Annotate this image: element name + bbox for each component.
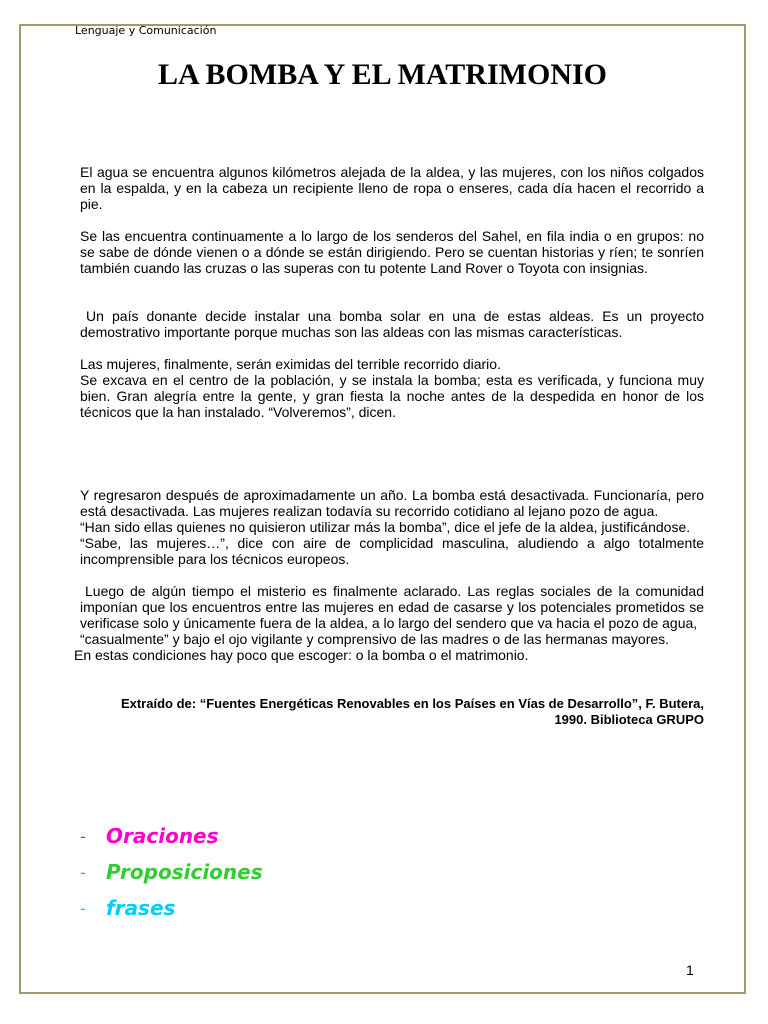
bullet-dash: -	[80, 898, 86, 918]
paragraph-text: “casualmente” y bajo el ojo vigilante y comprensivo de las madres o de las hermanas mayores.	[80, 631, 670, 647]
document-title: LA BOMBA Y EL MATRIMONIO	[158, 58, 607, 91]
bullet-proposiciones	[80, 854, 263, 890]
source-citation: Extraído de: “Fuentes Energéticas Renovables en los Países en Vías de Desarrollo”, F. Butera, 1990. Biblioteca GRUPO	[120, 696, 704, 727]
bullet-dash: -	[80, 826, 86, 846]
paragraph-text: “Sabe, las mujeres…”, dice con aire de complicidad masculina, aludiendo a algo totalmente incomprensible para los técnicos europeos.	[80, 535, 704, 567]
paragraph-text: El agua se encuentra algunos kilómetros alejada de la aldea, y las mujeres, con los niños colgados en la espalda, y en la cabeza un recipiente lleno de ropa o enseres, cada día hacen el recorrido a pie.	[80, 164, 704, 212]
paragraph-text: Las mujeres, finalmente, serán eximidas del terrible recorrido diario.	[80, 356, 501, 372]
paragraph-5	[80, 487, 704, 567]
header-subject: Lenguaje y Comunicación	[75, 24, 217, 37]
paragraph-text: Y regresaron después de aproximadamente un año. La bomba está desactivada. Funcionaría, pero está desactivada. Las mujeres realizan todavía su recorrido cotidiano al lejano pozo de agua.	[80, 487, 704, 519]
paragraph-text: Luego de algún tiempo el misterio es finalmente aclarado. Las reglas sociales de la comunidad imponían que los encuentros entre las mujeres en edad de casarse y los potenciales prometidos se verificase solo y únicamente fuera de la aldea, a lo largo del sendero que va hacia el pozo de agua,	[80, 583, 704, 631]
paragraph-1	[80, 164, 704, 212]
bullet-dash: -	[80, 862, 86, 882]
paragraph-text: Se las encuentra continuamente a lo largo de los senderos del Sahel, en fila india o en grupos: no se sabe de dónde vienen o a dónde se están dirigiendo. Pero se cuentan historias y ríen; te sonríen también cuando las cruzas o las superas con tu potente Land Rover o Toyota con insignias.	[80, 228, 704, 276]
bullet-label: Oraciones	[106, 824, 219, 848]
paragraph-text: “Han sido ellas quienes no quisieron utilizar más la bomba”, dice el jefe de la aldea, justificándose.	[80, 519, 691, 535]
bullet-label: frases	[106, 896, 176, 920]
bullet-frases	[80, 890, 263, 926]
bullet-oraciones	[80, 818, 263, 854]
bullet-label: Proposiciones	[106, 860, 263, 884]
paragraph-text: Un país donante decide instalar una bomba solar en una de estas aldeas. Es un proyecto demostrativo importante porque muchas son las aldeas con las mismas características.	[80, 308, 704, 340]
paragraph-text: Se excava en el centro de la población, y se instala la bomba; esta es verificada, y funciona muy bien. Gran alegría entre la gente, y gran fiesta la noche antes de la despedida en honor de los técnicos que la han instalado. “Volveremos”, dicen.	[80, 372, 704, 420]
paragraph-text: En estas condiciones hay poco que escoger: o la bomba o el matrimonio.	[74, 647, 529, 663]
paragraph-2	[80, 228, 704, 276]
page-number: 1	[686, 962, 694, 978]
paragraph-4	[80, 356, 704, 420]
bullet-list	[80, 818, 263, 926]
paragraph-3	[80, 308, 704, 340]
paragraph-6	[74, 583, 704, 663]
